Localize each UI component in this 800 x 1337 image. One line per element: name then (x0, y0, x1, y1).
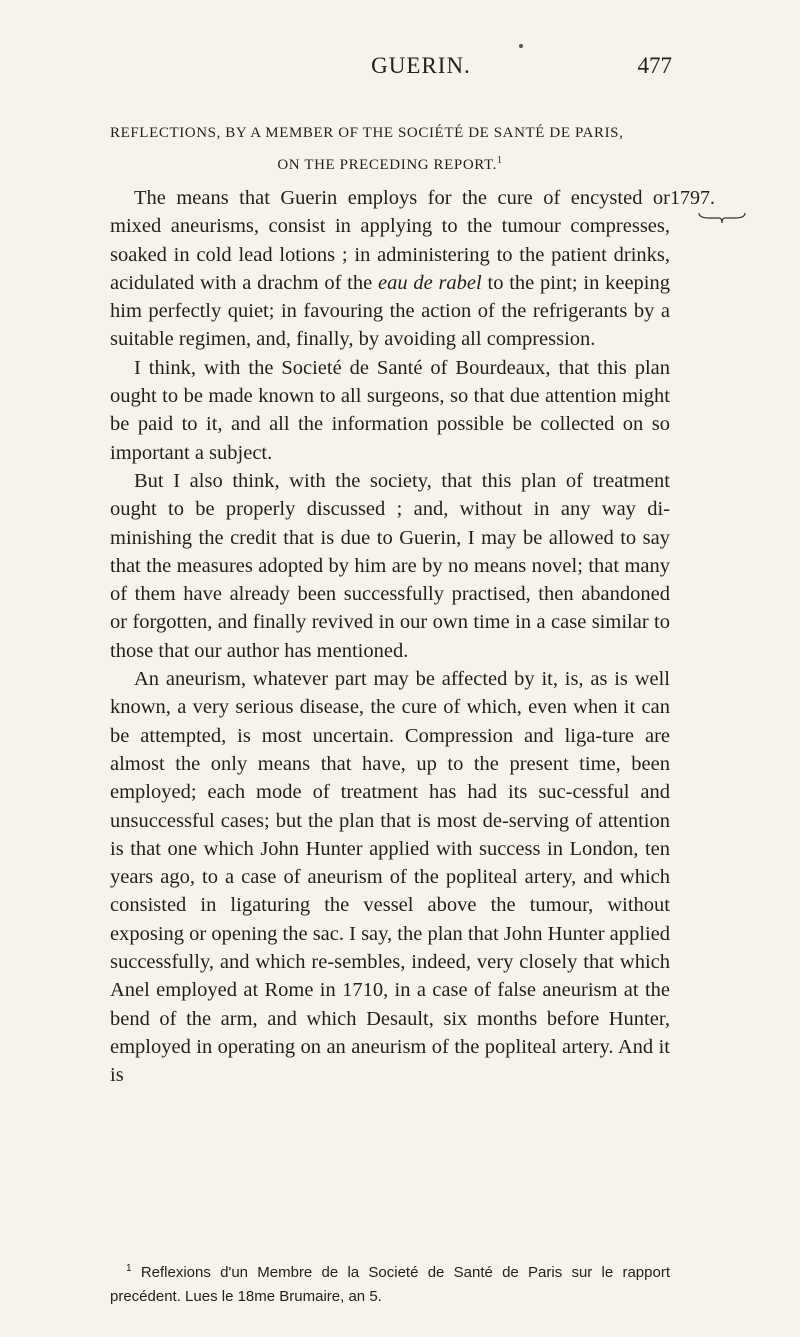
margin-year: 1797. (670, 187, 715, 209)
footnote (110, 1257, 670, 1309)
margin-brace-icon (697, 212, 747, 224)
section-title (110, 120, 670, 179)
footnote-text: Reflexions d'un Membre de la Societé de Santé de Paris sur le rapport precédent. Lues le 18me Brumaire, an 5. (110, 1264, 671, 1305)
paragraph-2: I think, with the Societé de Santé of Bourdeaux, that this plan ought to be made known to all surgeons, so that due attention might be paid to it, and all the information possible be collected on so important a subject. (110, 356, 670, 464)
footnote-reference: 1 (497, 155, 503, 166)
paragraph-3: But I also think, with the society, that this plan of treatment ought to be properly discussed ; and, without in any way di-minishing the credit that is due to Guerin, I may be allowed to say that the measures adopted by him are by no means novel; that many of them have already been successfully practised, then abandoned or forgotten, and finally revived in our own time in a case similar to those that our author has mentioned. (110, 469, 670, 662)
section-title-line-2: ON THE PRECEDING REPORT. (277, 157, 497, 173)
italic-term: eau de rabel (377, 271, 482, 294)
printer-mark (519, 44, 523, 48)
paragraph-1: The means that Guerin employs for the cure of encysted or mixed aneurisms, consist in applying to the tumour compresses, soaked in cold lead lotions ; in administering to the patient drinks, acidulated with a drachm of the eau de rabel to the pint; in keeping him perfectly quiet; in favouring the action of the refrigerants by a suitable regimen, and, finally, by avoiding all compression. (110, 187, 670, 351)
running-head: GUERIN. (371, 53, 471, 78)
section-title-line-1: REFLECTIONS, BY A MEMBER OF THE SOCIÉTÉ DE SANTÉ DE PARIS, (110, 125, 624, 141)
paragraph-4: An aneurism, whatever part may be affected by it, is, as is well known, a very serious disease, the cure of which, even when it can be attempted, is most uncertain. Compression and liga-ture are almost the only means that have, up to the present time, been employed; each mode of treatment has had its suc-cessful and unsuccessful cases; but the plan that is most de-serving of attention is that one which John Hunter applied with success in London, ten years ago, to a case of aneurism of the popliteal artery, and which consisted in ligaturing the vessel above the tumour, without exposing or opening the sac. I say, the plan that John Hunter applied successfully, and which re-sembles, indeed, very closely that which Anel employed at Rome in 1710, in a case of false aneurism at the bend of the arm, and which Desault, six months before Hunter, employed in operating on an aneurism of the popliteal artery. And it is (110, 668, 671, 1087)
body-text (110, 184, 670, 1090)
page-number: 477 (637, 53, 672, 78)
footnote-mark: 1 (126, 1263, 132, 1274)
